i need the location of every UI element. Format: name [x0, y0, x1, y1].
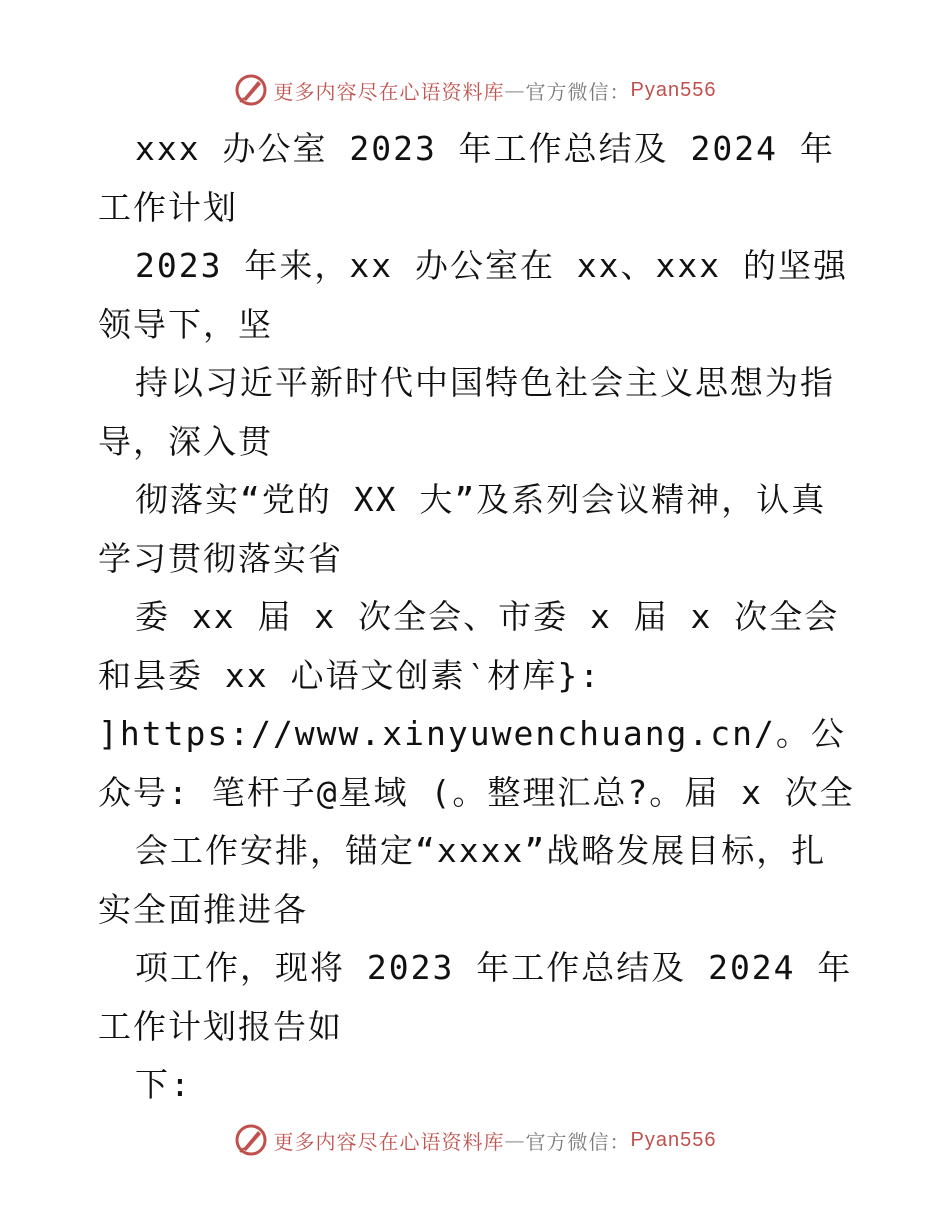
paragraph: 彻落实“党的 XX 大”及系列会议精神，认真学习贯彻落实省 [98, 480, 827, 578]
banner-dash: — [504, 78, 526, 102]
footer-banner [0, 1120, 950, 1160]
paragraph: 持以习近平新时代中国特色社会主义思想为指导，深入贯 [98, 363, 835, 461]
banner-wechat-label: 官方微信： [525, 1129, 631, 1154]
header-banner [0, 70, 950, 110]
paragraph: 委 xx 届 x 次全会、市委 x 届 x 次全会和县委 xx 心语文创素‵材库}: ]https://www.xinyuwenchuang.cn/。公众号: 笔杆子@星域 (。整理汇总?。届 x 次全 [98, 597, 855, 812]
document-body [98, 120, 858, 1115]
doc-title: xxx 办公室 2023 年工作总结及 2024 年工作计划 [98, 129, 835, 227]
paragraph: 下: [135, 1065, 192, 1104]
quill-logo-icon [234, 1123, 268, 1157]
banner-wechat-id: Pyan556 [630, 78, 717, 101]
paragraph: 会工作安排，锚定“xxxx”战略发展目标，扎实全面推进各 [98, 831, 827, 929]
banner-title: 更多内容尽在心语资料库 [273, 1129, 505, 1154]
banner-dash: — [504, 1128, 526, 1152]
banner-title: 更多内容尽在心语资料库 [273, 79, 505, 104]
quill-logo-icon [234, 73, 268, 107]
paragraph: 2023 年来，xx 办公室在 xx、xxx 的坚强领导下，坚 [98, 246, 849, 344]
banner-wechat-label: 官方微信： [525, 79, 631, 104]
paragraph: 项工作，现将 2023 年工作总结及 2024 年工作计划报告如 [98, 948, 853, 1046]
banner-wechat-id: Pyan556 [630, 1128, 717, 1151]
